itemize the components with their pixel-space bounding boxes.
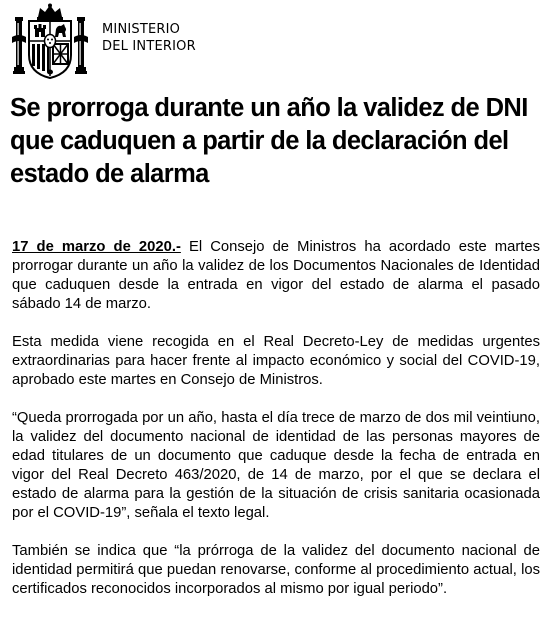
ministry-line-1: MINISTERIO (102, 22, 181, 37)
article-date: 17 de marzo de 2020.- (12, 239, 181, 255)
page-header (10, 3, 540, 81)
article-body (12, 238, 540, 618)
paragraph-4: También se indica que “la prórroga de la validez del documento nacional de identidad permitirá que puedan renovarse, conforme al procedimiento actual, los certificados reconocidos incorporados al mismo por igual periodo”. (12, 543, 540, 597)
coat-of-arms-icon (10, 3, 90, 81)
ministry-line-2: DEL INTERIOR (102, 39, 196, 54)
paragraph-1 (12, 238, 540, 314)
paragraph-1-text: El Consejo de Ministros ha acordado este martes prorrogar durante un año la validez de los Documentos Nacionales de Identidad que caduquen desde la entrada en vigor del estado de alarma el pasado sábado 14 de marzo. (12, 239, 540, 312)
paragraph-2: Esta medida viene recogida en el Real Decreto-Ley de medidas urgentes extraordinarias para hacer frente al impacto económico y social del COVID-19, aprobado este martes en Consejo de Ministros. (12, 334, 540, 388)
ministry-name (102, 21, 196, 55)
article-title: Se prorroga durante un año la validez de DNI que caduquen a partir de la declaración del estado de alarma (10, 94, 528, 188)
paragraph-3: “Queda prorrogada por un año, hasta el día trece de marzo de dos mil veintiuno, la validez del documento nacional de identidad de las personas mayores de edad titulares de un documento que caduque desde la fecha de entrada en vigor del Real Decreto 463/2020, de 14 de marzo, por el que se declara el estado de alarma para la gestión de la situación de crisis sanitaria ocasionada por el COVID-19”, señala el texto legal. (12, 410, 540, 521)
